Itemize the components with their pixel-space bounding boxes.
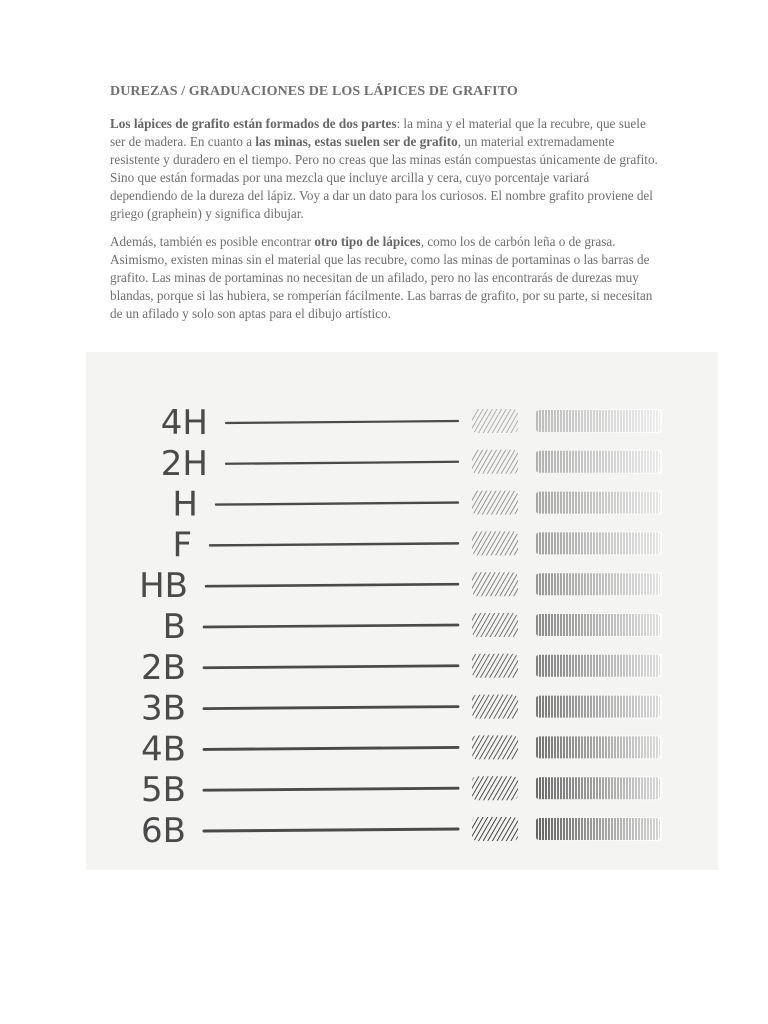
hatch-swatch [472, 776, 518, 800]
document-title: DUREZAS / GRADUACIONES DE LOS LÁPICES DE GRAFITO [110, 84, 518, 99]
grade-label: 3B [141, 688, 186, 729]
paragraph-1-bold-1: Los lápices de grafito están formados de dos partes [110, 116, 397, 131]
grade-label: 4H [160, 403, 208, 443]
shading-fade [536, 776, 662, 800]
hatch-swatch [472, 654, 518, 678]
hatch-swatch [472, 817, 518, 841]
hatch-swatch [472, 572, 518, 596]
pencil-line [204, 707, 458, 709]
shading-fade [536, 695, 662, 719]
paragraph-1-text-1: : la mina y el material que la recubre, que suele ser de madera. En cuanto a [110, 116, 646, 149]
grade-label: H [172, 484, 198, 525]
grade-label: B [162, 607, 186, 647]
grade-label: 4B [141, 729, 186, 770]
paragraph-1 [110, 115, 658, 223]
shading-fade [536, 409, 662, 433]
grade-label: F [172, 525, 192, 566]
paragraph-2-text-1: Además, también es posible encontrar [110, 234, 315, 249]
grade-label: 2H [160, 443, 208, 484]
hatch-swatch [472, 695, 518, 719]
paragraph-1-bold-2: las minas, estas suelen ser de grafito [255, 134, 458, 149]
hatch-swatch [472, 531, 518, 555]
shading-fade [536, 450, 662, 474]
shading-fade [536, 491, 662, 515]
hatch-swatch [472, 613, 518, 637]
paragraph-2 [110, 233, 658, 323]
shading-fade [536, 531, 662, 555]
pencil-grades-figure [86, 352, 718, 870]
shading-fade [536, 817, 662, 841]
grade-label: 6B [141, 811, 186, 851]
paragraph-2-bold-1: otro tipo de lápices [314, 234, 421, 249]
pencil-grades-illustration [86, 352, 718, 870]
shading-fade [536, 572, 662, 596]
grade-label: 2B [141, 647, 186, 688]
shading-fade [536, 654, 662, 678]
shading-fade [536, 735, 662, 759]
hatch-swatch [472, 450, 518, 474]
hatch-swatch [472, 491, 518, 515]
grade-label: HB [139, 566, 188, 607]
paragraph-1-text-2: , un material extremadamente resistente y duradero en el tiempo. Pero no creas que las minas están compuestas únicamente de grafito. Sino que están formadas por una mezcla que incluye arcilla y cera, cuyo porcentaje variará dependiendo de la dureza del lápiz. Voy a dar un dato para los curiosos. El nombre grafito proviene del griego (graphein) y significa dibujar. [110, 134, 658, 221]
pencil-line [204, 747, 458, 749]
paragraph-2-text-2: , como los de carbón leña o de grasa. Asimismo, existen minas sin el material que las recubre, como las minas de portaminas o las barras de grafito. Las minas de portaminas no necesitan de un afilado, pero no las encontrarás de durezas muy blandas, porque si las hubiera, se romperían fácilmente. Las barras de grafito, por su parte, si necesitan de un afilado y solo son aptas para el dibujo artístico. [110, 234, 653, 321]
hatch-swatch [472, 735, 518, 759]
hatch-swatch [472, 409, 518, 433]
grade-label: 5B [141, 770, 186, 811]
pencil-line [204, 829, 458, 831]
pencil-line [204, 788, 458, 790]
shading-fade [536, 613, 662, 637]
